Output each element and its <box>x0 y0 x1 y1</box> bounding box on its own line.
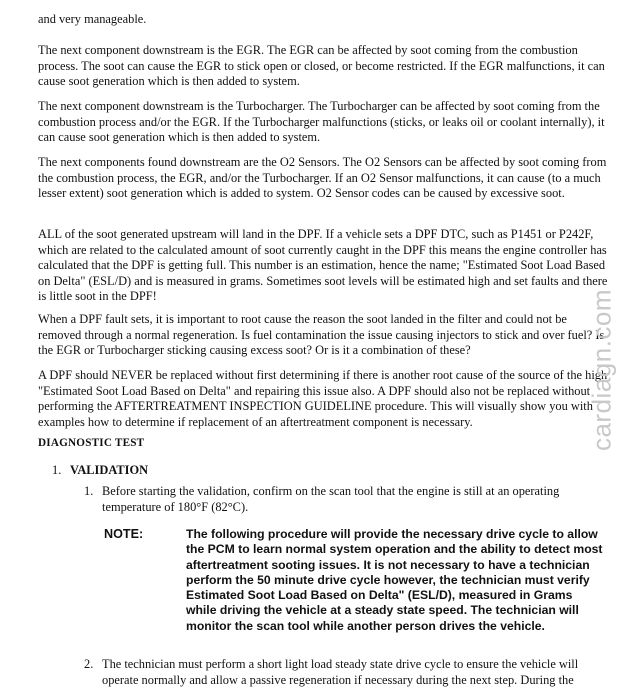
paragraph-turbocharger: The next component downstream is the Turbocharger. The Turbocharger can be affected by soot coming from the combustion process and/or the EGR. If the Turbocharger malfunctions (sticks, or leaks oil or coolant internally), it can cause soot generation which is then added to system. <box>38 99 605 145</box>
paragraph-dpf-soot: ALL of the soot generated upstream will land in the DPF. If a vehicle sets a DPF DTC, such as P1451 or P242F, which are related to the calculated amount of soot currently caught in the DPF this means the engine controller has calculated that the DPF is getting full. This number is an estimation, hence the name; "Estimated Soot Load Based on Delta" (ESL/D) and is measured in grams. Sometimes soot levels will be estimated high and set faults and there is little soot in the DPF! <box>38 227 608 304</box>
paragraph-o2-sensors: The next components found downstream are the O2 Sensors. The O2 Sensors can be affected by soot coming from the combustion process, the EGR, and/or the Turbocharger. If an O2 Sensor malfunctions, it can cause (to a much lesser extent) soot generation which is added to system. O2 Sensor codes can be caused by excessive soot. <box>38 155 607 201</box>
note-label: NOTE: <box>104 527 144 541</box>
validation-number: 1. <box>52 463 62 477</box>
paragraph-dpf-replacement: A DPF should NEVER be replaced without first determining if there is another root cause of the source of the high "Estimated Soot Load Based on Delta" and repairing this issue also. A DPF should also not be replaced without performing the AFTERTREATMENT INSPECTION GUIDELINE procedure. This will visually show you with examples how to determine if replacement of an aftertreatment component is necessary. <box>38 368 608 429</box>
paragraph-dpf-fault: When a DPF fault sets, it is important to root cause the reason the soot landed in the filter and could not be removed through a normal regeneration. Is fuel contamination the issue causing injectors to stick and over fuel? Is the EGR or Turbocharger sticking causing excess soot? Or is it a combination of these? <box>38 312 605 358</box>
validation-title: VALIDATION <box>70 463 149 477</box>
section-heading: DIAGNOSTIC TEST <box>38 437 145 449</box>
step2-text: The technician must perform a short light load steady state drive cycle to ensure the vehicle will operate normally and allow a passive regeneration if necessary during the next step. During the <box>102 657 579 687</box>
watermark: cardiagn.com <box>586 288 617 452</box>
step1-number: 1. <box>84 484 94 498</box>
paragraph-intro-tail: and very manageable. <box>38 12 147 26</box>
paragraph-egr: The next component downstream is the EGR. The EGR can be affected by soot coming from the combustion process. The soot can cause the EGR to stick open or closed, or become restricted. If the EGR malfunctions, it can cause soot generation which is then added to system. <box>38 43 605 89</box>
note-text: The following procedure will provide the necessary drive cycle to allow the PCM to learn normal system operation and the ability to detect most aftertreatment sooting issues. It is not necessary to have a technician perform the 50 minute drive cycle however, the technician must verify Estimated Soot Load Based on Delta" (ESL/D), measured in Grams while driving the vehicle at a steady state speed. The technician will monitor the scan tool while another person drives the vehicle. <box>186 527 603 633</box>
step1-text: Before starting the validation, confirm on the scan tool that the engine is still at an operating temperature of 180°F (82°C). <box>102 484 560 514</box>
step2-number: 2. <box>84 657 94 671</box>
